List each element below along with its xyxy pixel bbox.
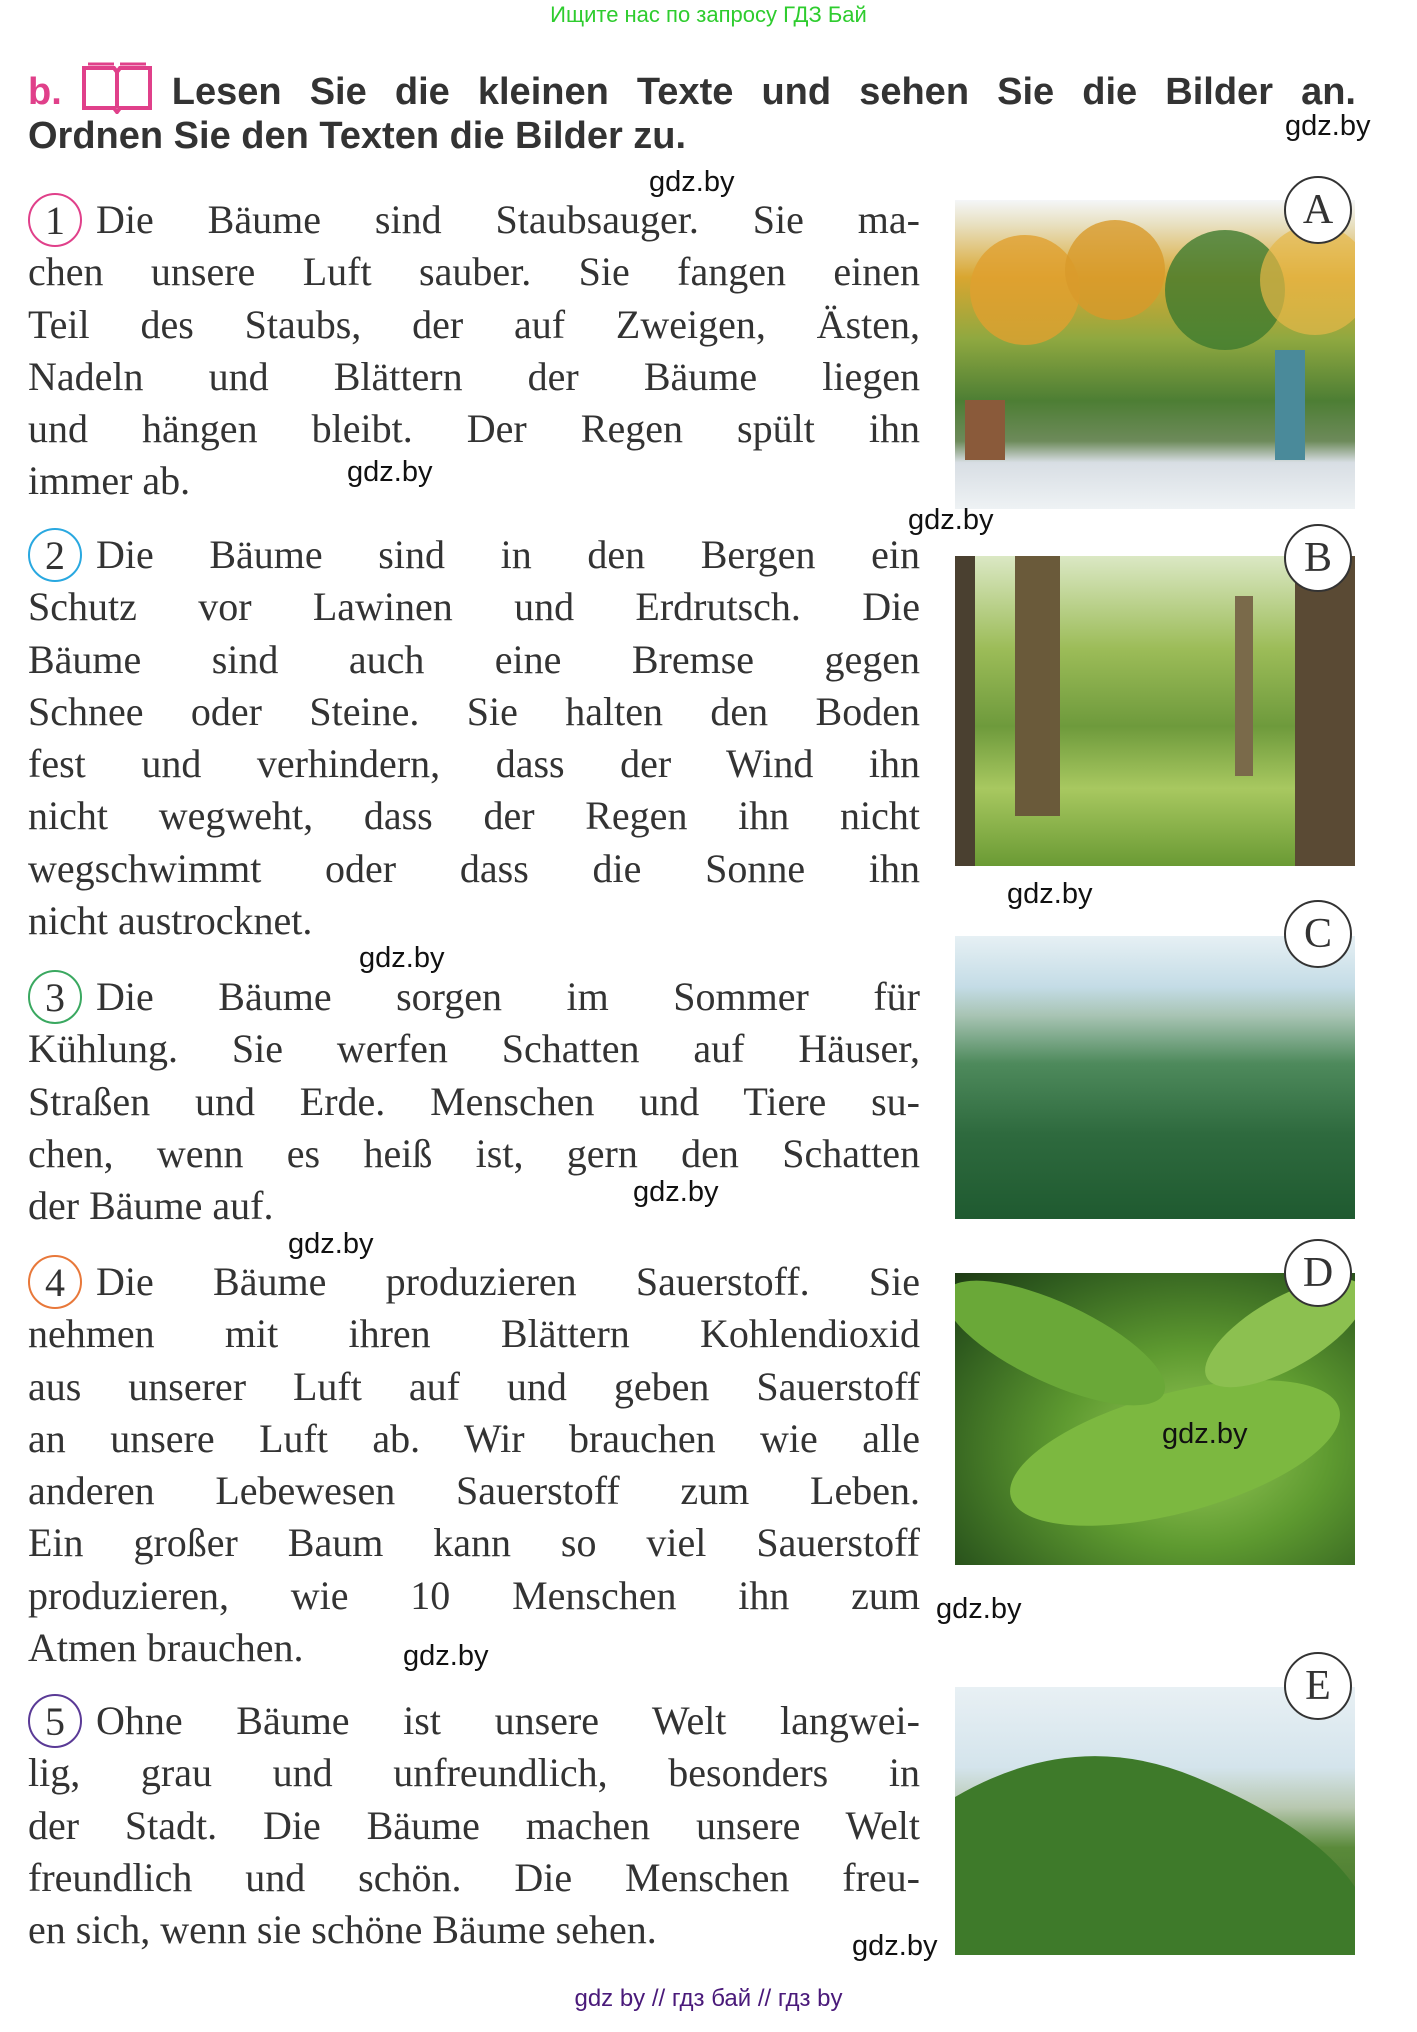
paragraph-line: fest und verhindern, dass der Wind ihn <box>28 741 920 787</box>
book-icon <box>80 62 154 114</box>
paragraph-line: Schnee oder Steine. Sie halten den Boden <box>28 688 920 734</box>
watermark: gdz.by <box>908 504 994 536</box>
watermark: gdz.by <box>1285 110 1371 142</box>
picture-label-d: D <box>1284 1239 1352 1307</box>
paragraph-number-badge: 2 <box>28 528 82 582</box>
paragraph-number-badge: 4 <box>28 1255 82 1309</box>
watermark: gdz.by <box>1162 1418 1248 1450</box>
paragraph-line: anderen Lebewesen Sauerstoff zum Leben. <box>28 1468 920 1514</box>
paragraph-2 <box>28 529 920 947</box>
paragraph-line: nicht austrocknet. <box>28 898 313 944</box>
task-instruction-line1: Lesen Sie die kleinen Texte und sehen Sie die Bilder an. <box>171 71 1356 113</box>
picture-e <box>955 1687 1355 1955</box>
paragraph-number-badge: 5 <box>28 1694 82 1748</box>
paragraph-line: Teil des Staubs, der auf Zweigen, Ästen, <box>28 301 920 347</box>
paragraph-line: Ohne Bäume ist unsere Welt langwei- <box>96 1698 920 1744</box>
footer-links: gdz by // гдз бай // гдз by <box>574 1985 843 2012</box>
watermark: gdz.by <box>1007 878 1093 910</box>
paragraph-first-line <box>28 529 920 581</box>
paragraph-line: Ein großer Baum kann so viel Sauerstoff <box>28 1520 920 1566</box>
picture-b <box>955 556 1355 866</box>
watermark: gdz.by <box>359 942 445 974</box>
paragraph-first-line <box>28 194 920 246</box>
paragraph-5 <box>28 1695 920 1956</box>
watermark: gdz.by <box>347 456 433 488</box>
paragraph-line: Straßen und Erde. Menschen und Tiere su- <box>28 1078 920 1124</box>
picture-label-a: A <box>1284 176 1352 244</box>
picture-label-e: E <box>1284 1652 1352 1720</box>
paragraph-line: wegschwimmt oder dass die Sonne ihn <box>28 845 920 891</box>
paragraph-line: nicht wegweht, dass der Regen ihn nicht <box>28 793 920 839</box>
paragraph-line: Die Bäume sind in den Bergen ein <box>96 532 920 578</box>
picture-a <box>955 200 1355 509</box>
paragraph-line: chen, wenn es heiß ist, gern den Schatten <box>28 1130 920 1176</box>
paragraph-line: freundlich und schön. Die Menschen freu- <box>28 1854 920 1900</box>
task-instruction-line2: Ordnen Sie den Texten die Bilder zu. <box>28 115 687 157</box>
paragraph-line: chen unsere Luft sauber. Sie fangen einen <box>28 249 920 295</box>
watermark: gdz.by <box>403 1640 489 1672</box>
watermark: gdz.by <box>288 1228 374 1260</box>
paragraph-3 <box>28 971 920 1232</box>
paragraph-first-line <box>28 1695 920 1747</box>
paragraph-line: nehmen mit ihren Blättern Kohlendioxid <box>28 1311 920 1357</box>
paragraph-first-line <box>28 971 920 1023</box>
paragraph-line: Schutz vor Lawinen und Erdrutsch. Die <box>28 584 920 630</box>
paragraph-line: der Bäume auf. <box>28 1183 274 1229</box>
paragraph-1 <box>28 194 920 508</box>
watermark: gdz.by <box>852 1930 938 1962</box>
paragraph-line: Nadeln und Blättern der Bäume liegen <box>28 353 920 399</box>
task-letter: b. <box>28 71 62 113</box>
paragraph-line: produzieren, wie 10 Menschen ihn zum <box>28 1572 920 1618</box>
paragraph-first-line <box>28 1256 920 1308</box>
paragraph-line: Atmen brauchen. <box>28 1625 304 1671</box>
paragraph-number-badge: 1 <box>28 193 82 247</box>
picture-d <box>955 1273 1355 1565</box>
paragraph-number-badge: 3 <box>28 970 82 1024</box>
picture-label-b: B <box>1284 524 1352 592</box>
paragraph-line: Die Bäume sind Staubsauger. Sie ma- <box>96 197 920 243</box>
picture-label-c: C <box>1284 900 1352 968</box>
paragraph-line: aus unserer Luft auf und geben Sauerstoff <box>28 1363 920 1409</box>
watermark: gdz.by <box>649 166 735 198</box>
watermark: gdz.by <box>633 1176 719 1208</box>
paragraph-line: Die Bäume sorgen im Sommer für <box>96 974 920 1020</box>
paragraph-line: Kühlung. Sie werfen Schatten auf Häuser, <box>28 1026 920 1072</box>
paragraph-line: Bäume sind auch eine Bremse gegen <box>28 636 920 682</box>
paragraph-line: immer ab. <box>28 458 191 504</box>
paragraph-line: Die Bäume produzieren Sauerstoff. Sie <box>96 1259 920 1305</box>
paragraph-4 <box>28 1256 920 1674</box>
paragraph-line: der Stadt. Die Bäume machen unsere Welt <box>28 1802 920 1848</box>
task-heading <box>28 62 1371 158</box>
paragraph-line: lig, grau und unfreundlich, besonders in <box>28 1750 920 1796</box>
paragraph-line: an unsere Luft ab. Wir brauchen wie alle <box>28 1415 920 1461</box>
paragraph-line: und hängen bleibt. Der Regen spült ihn <box>28 406 920 452</box>
paragraph-line: en sich, wenn sie schöne Bäume sehen. <box>28 1907 657 1953</box>
watermark: gdz.by <box>936 1593 1022 1625</box>
picture-c <box>955 936 1355 1219</box>
search-banner: Ищите нас по запросу ГДЗ Бай <box>550 2 867 27</box>
